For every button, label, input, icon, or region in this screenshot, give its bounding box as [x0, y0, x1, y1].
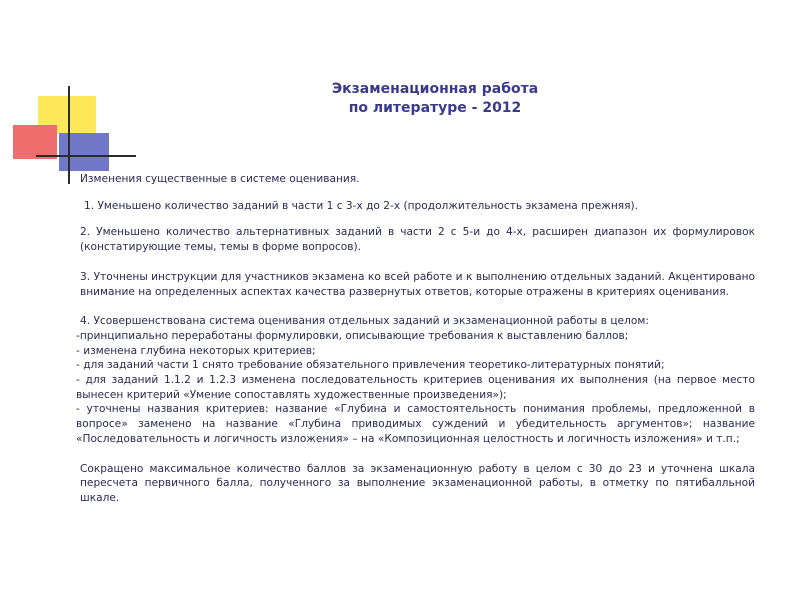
slide-title: [300, 80, 570, 118]
body-item-2: 2. Уменьшено количество альтернативных заданий в части 2 с 5-и до 4-х, расширен диапазон их формулировок (констатирующие темы, темы в форме вопросов).: [80, 226, 755, 254]
body-subitem: -принципиально переработаны формулировки, описывающие требования к выставлению баллов;: [76, 329, 629, 342]
body-item-3: 3. Уточнены инструкции для участников экзамена ко всей работе и к выполнению отдельных заданий. Акцентировано внимание на определенных аспектах качества развернутых ответов, которые отражены в критериях оценивания.: [80, 270, 755, 298]
slide-title-line2: по литературе - 2012: [348, 100, 522, 116]
body-subitem: - для заданий 1.1.2 и 1.2.3 изменена последовательность критериев оценивания их выполнения (на первое место вынесен критерий «Умение сопоставлять художественные произведения»);: [76, 374, 755, 401]
decor-vertical-line: [68, 86, 70, 184]
decor-blue-square: [59, 133, 109, 171]
body-closing: Сокращено максимальное количество баллов за экзаменационную работу в целом с 30 до 23 и уточнена шкала пересчета первичного балла, полученного за выполнение экзаменационной работы, в отметку по пятибалльной шкале.: [80, 462, 755, 504]
body-heading: Изменения существенные в системе оценивания.: [80, 173, 360, 185]
decor-red-square: [13, 125, 57, 159]
body-subitem: - уточнены названия критериев: название «Глубина и самостоятельность понимания проблемы, предложенной в вопросе» заменено на название «Глубина приводимых суждений и убедительность аргументов»; название «Последовательность и логичность изложения» – на «Композиционная целостность и логичность изложения» и т.п.;: [76, 403, 755, 445]
slide-body: [76, 172, 755, 506]
body-item-4: 4. Усовершенствована система оценивания отдельных заданий и экзаменационной работы в целом:: [80, 315, 649, 328]
body-item-1: 1. Уменьшено количество заданий в части 1 с 3-х до 2-х (продолжительность экзамена прежняя).: [84, 199, 638, 212]
body-subitem: - для заданий части 1 снято требование обязательного привлечения теоретико-литературных понятий;: [76, 359, 665, 372]
body-subitem: - изменена глубина некоторых критериев;: [76, 344, 316, 357]
decor-horizontal-line: [36, 155, 136, 157]
slide-title-line1: Экзаменационная работа: [331, 81, 539, 97]
